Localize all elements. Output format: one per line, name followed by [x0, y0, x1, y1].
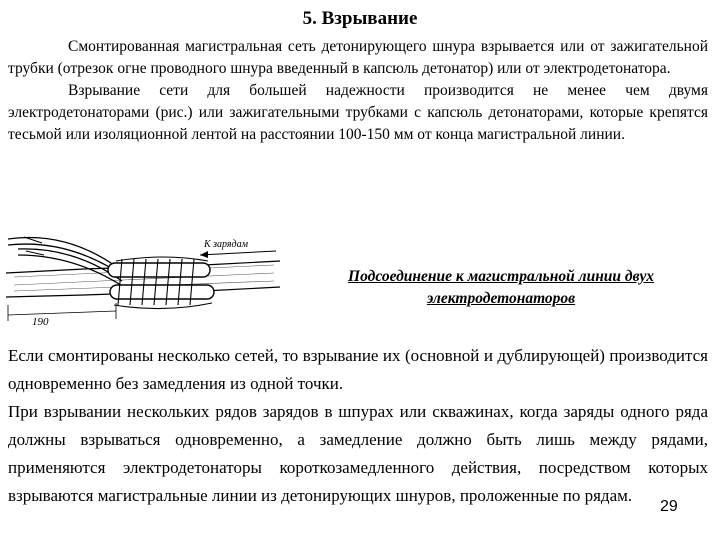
figure-caption: Подсоединение к магистральной линии двух электродетонаторов — [348, 268, 654, 307]
paragraph-4: При взрывании нескольких рядов зарядов в шпурах или скважинах, когда заряды одного ряда должны взрываться одновременно, а замедление должно быть лишь между рядами, применяются электродетонаторы короткозамедленного действия, посредством которых взрываются магистральные линии из детонирующих шнуров, проложенные по рядам. — [8, 402, 708, 505]
arrow-to-charges — [200, 251, 276, 258]
dimension-line — [8, 303, 116, 321]
intro-text — [8, 36, 708, 146]
page-number: 29 — [660, 498, 678, 515]
dimension-label: 190 — [32, 316, 49, 325]
detonator-wires — [8, 237, 124, 287]
paragraph-1: Смонтированная магистральная сеть детонирующего шнура взрывается или от зажигательной трубки (отрезок огне проводного шнура введенный в капсюль детонатор) или от электродетонатора. — [8, 38, 708, 77]
detonator-capsules — [108, 263, 214, 299]
body-text — [8, 342, 708, 510]
paragraph-3: Если смонтированы несколько сетей, то взрывание их (основной и дублирующей) производится одновременно без замедления из одной точки. — [8, 346, 708, 393]
slide-title: 5. Взрывание — [302, 8, 418, 29]
detonator-connection-figure — [4, 225, 284, 325]
paragraph-2: Взрывание сети для большей надежности производится не менее чем двумя электродетонаторами (рис.) или зажигательными трубками с капсюль детонаторами, которые крепятся тесьмой или изоляционной лентой на расстоянии 100-150 мм от конца магистральной линии. — [8, 82, 708, 143]
arrow-label: К зарядам — [204, 239, 248, 250]
